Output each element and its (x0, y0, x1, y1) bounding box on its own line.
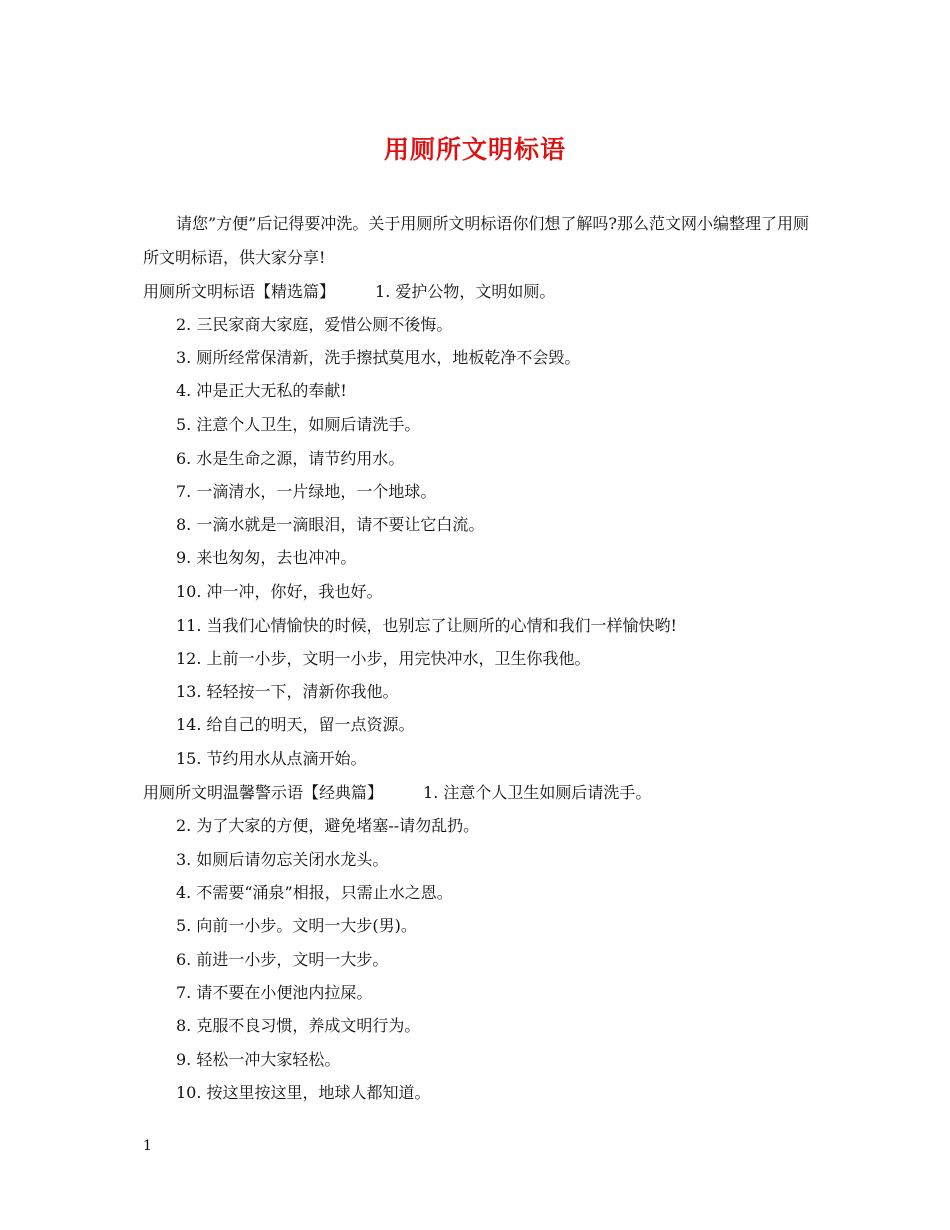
list-item: 8. 一滴水就是一滴眼泪，请不要让它白流。 (176, 515, 485, 534)
list-item: 2. 为了大家的方便，避免堵塞--请勿乱扔。 (176, 816, 480, 835)
list-item: 10. 按这里按这里，地球人都知道。 (176, 1083, 431, 1102)
list-item: 6. 水是生命之源，请节约用水。 (176, 449, 405, 468)
page-number: 1 (143, 1138, 152, 1154)
list-item: 10. 冲一冲，你好，我也好。 (176, 582, 383, 601)
list-item: 2. 三民家商大家庭，爱惜公厕不後悔。 (176, 315, 453, 334)
list-item: 4. 不需要“涌泉”相报，只需止水之恩。 (176, 883, 453, 902)
list-item: 14. 给自己的明天，留一点资源。 (176, 715, 415, 734)
list-item: 11. 当我们心情愉快的时候，也别忘了让厕所的心情和我们一样愉快哟! (176, 616, 677, 635)
list-item: 13. 轻轻按一下，清新你我他。 (176, 682, 399, 701)
section1-heading: 用厕所文明标语【精选篇】 (143, 282, 336, 301)
list-item: 5. 注意个人卫生，如厕后请洗手。 (176, 415, 421, 434)
list-item: 1. 爱护公物，文明如厕。 (375, 282, 556, 301)
list-item: 5. 向前一小步。文明一大步(男)。 (176, 916, 417, 935)
list-item: 8. 克服不良习惯，养成文明行为。 (176, 1016, 421, 1035)
list-item: 3. 厕所经常保清新，洗手擦拭莫甩水，地板乾净不会毁。 (176, 348, 581, 367)
list-item: 7. 请不要在小便池内拉屎。 (176, 983, 373, 1002)
list-item: 1. 注意个人卫生如厕后请洗手。 (423, 783, 652, 802)
list-item: 12. 上前一小步，文明一小步，用完快冲水，卫生你我他。 (176, 649, 591, 668)
document-title: 用厕所文明标语 (383, 135, 566, 164)
intro-paragraph: 请您”方便”后记得要冲洗。关于用厕所文明标语你们想了解吗?那么范文网小编整理了用厕所文明标语，供大家分享! (143, 214, 809, 267)
section2-heading-line (143, 782, 651, 804)
list-item: 7. 一滴清水，一片绿地，一个地球。 (176, 482, 437, 501)
list-item: 9. 轻松一冲大家轻松。 (176, 1050, 341, 1069)
list-item: 3. 如厕后请勿忘关闭水龙头。 (176, 850, 389, 869)
list-item: 9. 来也匆匆，去也冲冲。 (176, 548, 357, 567)
list-item: 15. 节约用水从点滴开始。 (176, 749, 367, 768)
section2-heading: 用厕所文明温馨警示语【经典篇】 (143, 783, 384, 802)
list-item: 4. 冲是正大无私的奉献! (176, 381, 347, 400)
list-item: 6. 前进一小步，文明一大步。 (176, 950, 389, 969)
section1-heading-line (143, 281, 555, 303)
